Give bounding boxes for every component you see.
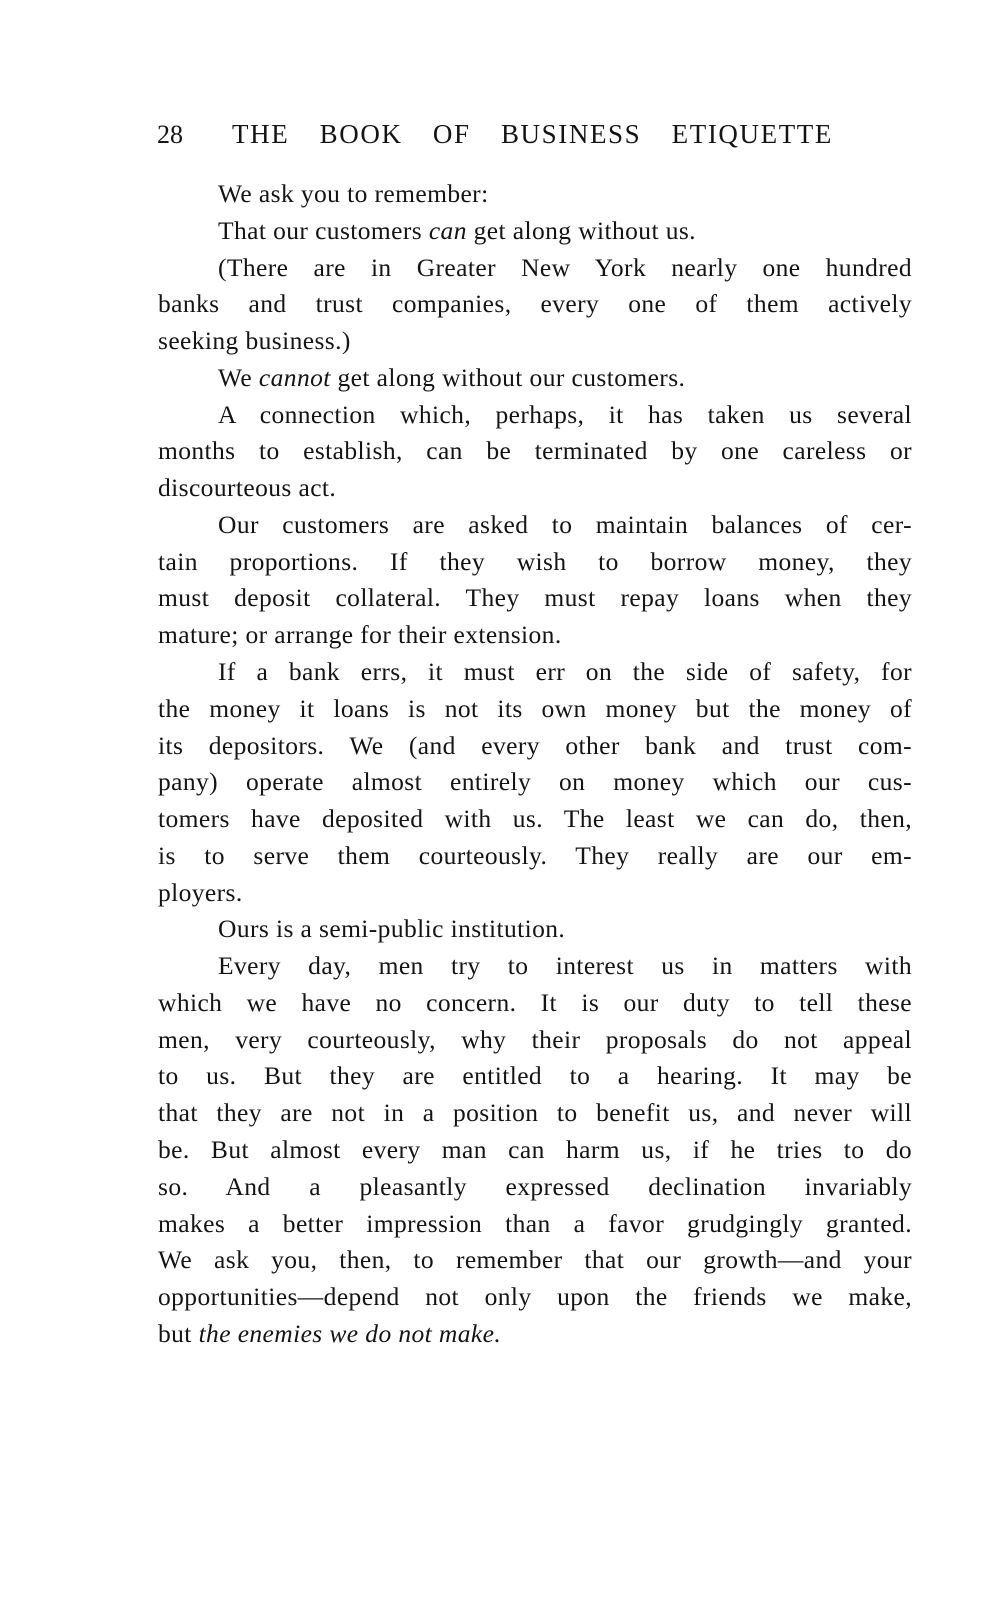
text-line [158, 1094, 912, 1131]
text-line [218, 506, 912, 543]
text-segment: mature; or arrange for their extension. [158, 620, 562, 650]
italic-text: cannot [258, 362, 331, 392]
text-segment: tain proportions. If they wish to borrow money, they [158, 546, 912, 576]
text-segment: so. And a pleasantly expressed declination invariably [158, 1171, 912, 1201]
text-line [158, 1315, 912, 1352]
text-line [158, 322, 912, 359]
text-segment: makes a better impression than a favor grudgingly granted. [158, 1208, 912, 1238]
text-segment: is to serve them courteously. They really are our em- [158, 840, 912, 870]
text-line [158, 874, 912, 911]
text-segment: seeking business.) [158, 326, 351, 356]
italic-text: can [428, 215, 467, 245]
text-segment: its depositors. We (and every other bank and trust com- [158, 730, 912, 760]
text-segment: that they are not in a position to benefit us, and never will [158, 1098, 912, 1128]
text-segment: A connection which, perhaps, it has taken us several [218, 399, 912, 429]
text-segment: but [158, 1318, 199, 1348]
text-segment: months to establish, can be terminated by one careless or [158, 436, 912, 466]
text-segment: Our customers are asked to maintain balances of cer- [218, 509, 912, 539]
text-line [158, 616, 912, 653]
text-line [158, 432, 912, 469]
page-number: 28 [157, 120, 183, 149]
text-segment: get along without us. [466, 215, 696, 245]
text-line [158, 1057, 912, 1094]
text-segment: We ask you, then, to remember that our growth—and your [158, 1245, 912, 1275]
text-segment: ployers. [158, 877, 243, 907]
text-segment: get along without our customers. [330, 362, 686, 392]
text-line [158, 984, 912, 1021]
text-line [158, 543, 912, 580]
text-line [158, 690, 912, 727]
running-head: THE BOOK OF BUSINESS ETIQUETTE [232, 119, 833, 149]
text-segment: That our customers [218, 215, 429, 245]
text-line [158, 1278, 912, 1315]
text-line [218, 175, 912, 212]
text-segment: which we have no concern. It is our duty to tell these [158, 987, 912, 1017]
text-segment: be. But almost every man can harm us, if he tries to do [158, 1135, 912, 1165]
text-line [158, 837, 912, 874]
text-segment: banks and trust companies, every one of them actively [158, 289, 912, 319]
text-line [158, 727, 912, 764]
text-segment: tomers have deposited with us. The least we can do, then, [158, 804, 912, 834]
text-line [158, 1168, 912, 1205]
text-line [218, 947, 912, 984]
text-line [218, 249, 912, 286]
text-segment: Every day, men try to interest us in matters with [218, 951, 912, 981]
text-line [218, 212, 912, 249]
text-segment: the money it loans is not its own money but the money of [158, 693, 912, 723]
text-segment: We ask you to remember: [218, 179, 489, 208]
text-line [158, 1021, 912, 1058]
text-line [158, 1131, 912, 1168]
text-segment: We [218, 362, 259, 392]
text-line [158, 579, 912, 616]
text-line [158, 1241, 912, 1278]
text-line [158, 800, 912, 837]
text-line [158, 1205, 912, 1242]
text-line [218, 910, 912, 947]
text-segment: pany) operate almost entirely on money which our cus- [158, 767, 912, 797]
italic-text: the enemies we do not make. [198, 1318, 502, 1348]
text-segment: must deposit collateral. They must repay loans when they [158, 583, 912, 613]
text-line [218, 359, 912, 396]
text-segment: men, very courteously, why their proposals do not appeal [158, 1024, 912, 1054]
text-line [218, 396, 912, 433]
text-segment: discourteous act. [158, 473, 337, 503]
text-segment: opportunities—depend not only upon the friends we make, [158, 1282, 912, 1312]
text-line [218, 653, 912, 690]
text-segment: Ours is a semi-public institution. [218, 914, 566, 944]
text-line [158, 285, 912, 322]
text-segment: (There are in Greater New York nearly one hundred [218, 252, 912, 282]
text-line [158, 469, 912, 506]
text-segment: to us. But they are entitled to a hearing. It may be [158, 1061, 912, 1091]
text-line [158, 763, 912, 800]
text-segment: If a bank errs, it must err on the side of safety, for [218, 657, 912, 686]
